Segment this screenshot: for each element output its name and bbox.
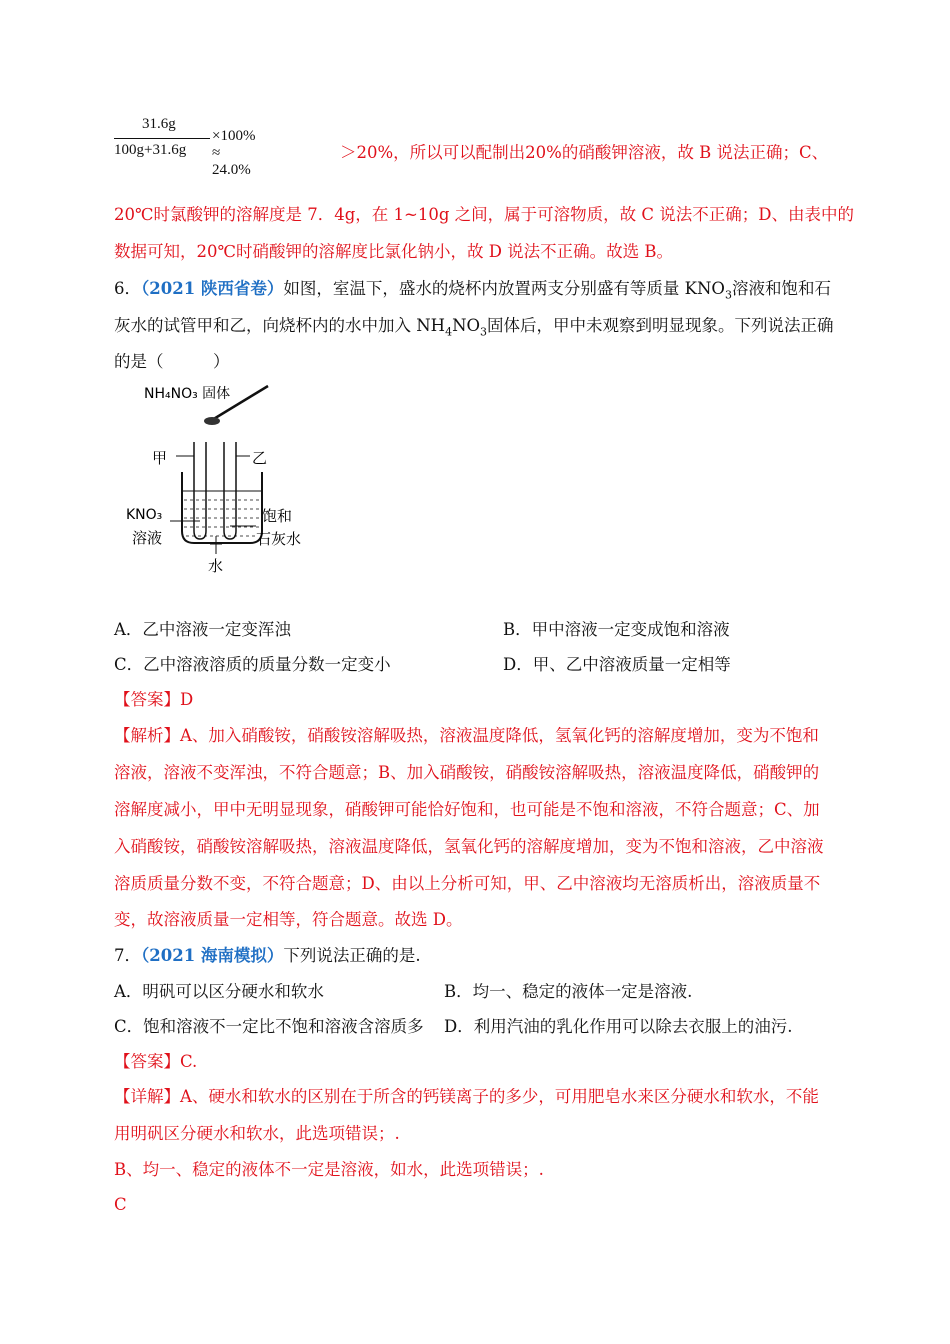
q7-option-b: B．均一、稳定的液体一定是溶液. <box>444 982 693 1001</box>
q7-option-a: A．明矾可以区分硬水和软水 <box>114 982 324 1001</box>
q6-analysis-line-5: 溶质质量分数不变，不符合题意；D、由以上分析可知，甲、乙中溶液均无溶质析出，溶液质量不 <box>114 874 821 893</box>
fraction-bar <box>114 138 210 139</box>
q7-stem: 7．（2021 海南模拟）下列说法正确的是. <box>114 946 421 965</box>
tube-b-label: 乙 <box>252 449 268 467</box>
spoon-bowl <box>204 417 220 425</box>
left-label-1: KNO₃ <box>126 507 163 523</box>
q6-number: 6． <box>114 279 141 298</box>
figure-reagent-label: NH₄NO₃ 固体 <box>144 386 231 402</box>
q7-source: （2021 海南模拟） <box>141 946 284 965</box>
formula-rest: ×100% ≈ 24.0% <box>212 128 256 178</box>
formula-denominator: 100g+31.6g <box>114 142 187 158</box>
analysis-line-3: 数据可知，20℃时硝酸钾的溶解度比氯化钠小，故 D 说法不正确。故选 B。 <box>114 242 674 261</box>
tube-a-label: 甲 <box>152 449 168 467</box>
q7-detail-line-2: 用明矾区分硬水和软水，此选项错误；. <box>114 1124 400 1143</box>
left-label-2: 溶液 <box>132 529 163 547</box>
formula-numerator: 31.6g <box>142 116 176 132</box>
q7-detail-line-1: 【详解】A、硬水和软水的区别在于所含的钙镁离子的多少，可用肥皂水来区分硬水和软水，不能 <box>114 1087 819 1106</box>
q6-stem-line-1: 6．（2021 陕西省卷）如图，室温下，盛水的烧杯内放置两支分别盛有等质量 $KNO_3$溶液和饱和石 <box>114 279 831 302</box>
bottom-label: 水 <box>208 557 224 575</box>
q6-analysis-line-4: 入硝酸铵，硝酸铵溶解吸热，溶液温度降低，氢氧化钙的溶解度增加，变为不饱和溶液，乙中溶液 <box>114 837 824 856</box>
q7-answer: 【答案】C. <box>114 1052 198 1071</box>
water-pattern <box>184 500 260 536</box>
q6-analysis-line-2: 溶液，溶液不变浑浊，不符合题意；B、加入硝酸铵，硝酸铵溶解吸热，溶液温度降低，硝酸钾的 <box>114 763 820 782</box>
q6-option-b: B．甲中溶液一定变成饱和溶液 <box>503 620 730 639</box>
q7-detail-line-3: B、均一、稳定的液体不一定是溶液，如水，此选项错误；. <box>114 1160 544 1179</box>
q7-detail-line-4: C <box>114 1195 127 1214</box>
q6-analysis-line-3: 溶解度减小，甲中无明显现象，硝酸钾可能恰好饱和，也可能是不饱和溶液，不符合题意；C、加 <box>114 800 820 819</box>
q6-option-c: C．乙中溶液溶质的质量分数一定变小 <box>114 655 391 674</box>
q6-option-a: A．乙中溶液一定变浑浊 <box>114 620 291 639</box>
q6-stem-line-3: 的是（ ） <box>114 352 230 371</box>
q6-source: （2021 陕西省卷） <box>141 279 284 298</box>
q7-option-d: D．利用汽油的乳化作用可以除去衣服上的油污. <box>444 1017 793 1036</box>
q7-option-c: C．饱和溶液不一定比不饱和溶液含溶质多 <box>114 1017 424 1036</box>
q6-stem-line-2: 灰水的试管甲和乙，向烧杯内的水中加入 $NH_4NO_3$固体后，甲中未观察到明显现象。下列说法正确 <box>114 316 834 339</box>
q6-analysis-line-6: 变，故溶液质量一定相等，符合题意。故选 D。 <box>114 910 463 929</box>
right-label-2: 石灰水 <box>256 530 302 548</box>
q6-analysis-line-1: 【解析】A、加入硝酸铵，硝酸铵溶解吸热，溶液温度降低，氢氧化钙的溶解度增加，变为不饱和 <box>114 726 819 745</box>
q7-number: 7． <box>114 946 141 965</box>
q6-answer: 【答案】D <box>114 690 194 709</box>
analysis-line-2: 20℃时氯酸钾的溶解度是 7．4g，在 1~10g 之间，属于可溶物质，故 C 说法不正确；D、由表中的 <box>114 205 854 224</box>
right-label-1: 饱和 <box>262 507 293 525</box>
analysis-line-1: ＞20%，所以可以配制出20%的硝酸钾溶液，故 B 说法正确；C、 <box>340 143 829 162</box>
q6-option-d: D．甲、乙中溶液质量一定相等 <box>503 655 731 674</box>
beaker-figure <box>120 376 320 581</box>
